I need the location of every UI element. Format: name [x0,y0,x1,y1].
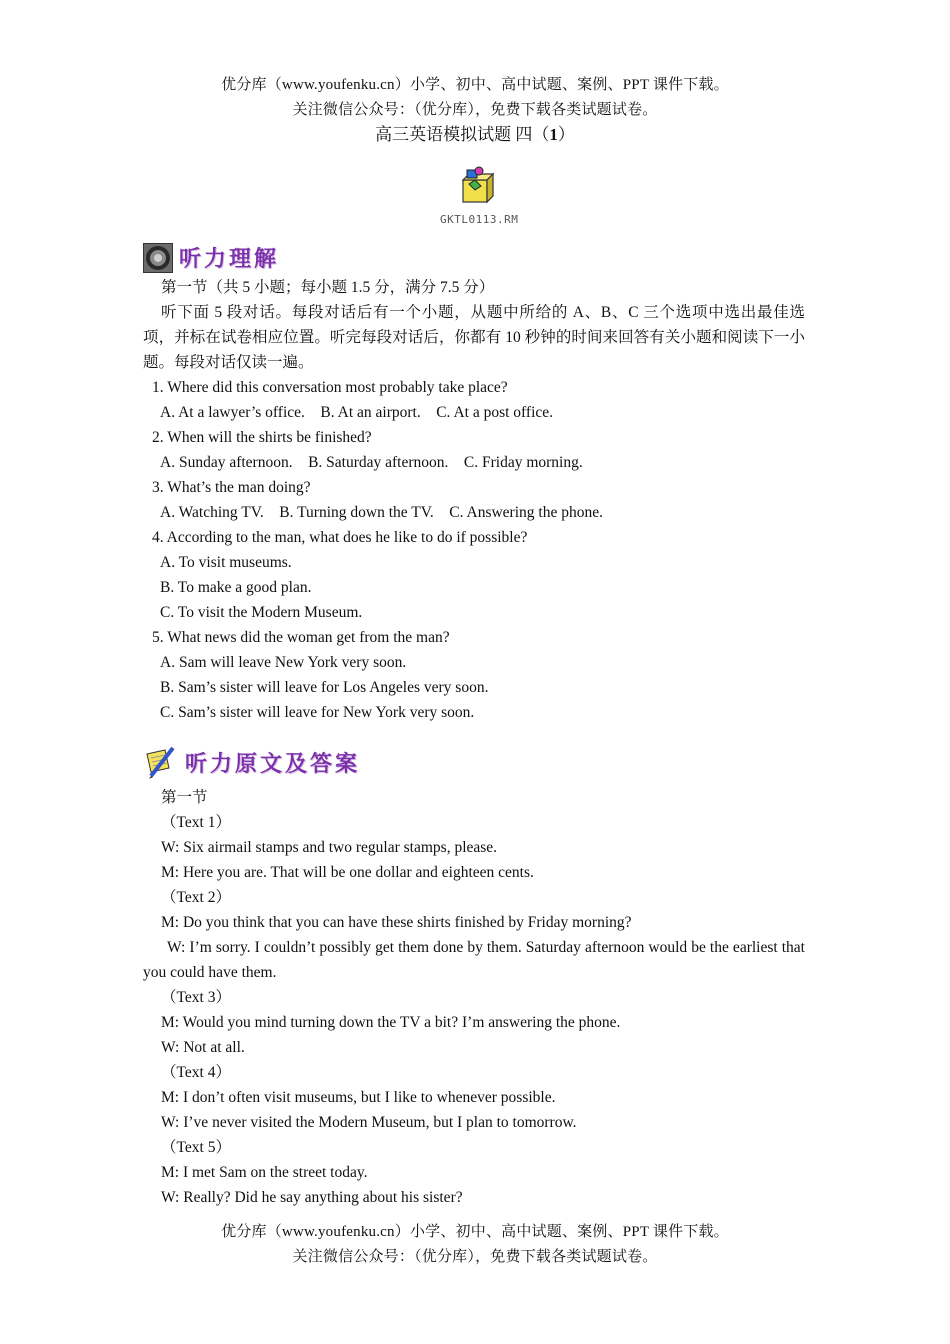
title-close: ） [557,125,575,144]
page-title [0,120,950,145]
transcript-banner [143,744,360,780]
text-4-line-1: M: I don’t often visit museums, but I like to whenever possible. [161,1089,556,1106]
listening-banner [143,242,279,273]
text-3-label: （Text 3） [161,989,231,1006]
question-1-options: A. At a lawyer’s office. B. At an airport. C. At a post office. [160,404,554,421]
question-2-options: A. Sunday afternoon. B. Saturday afternoon. C. Friday morning. [160,454,583,471]
section-2-content [143,785,809,1210]
question-5-option-b: B. Sam’s sister will leave for Los Angeles very soon. [160,679,489,696]
transcript-banner-text: 听力原文及答案 [185,751,361,777]
question-3: 3. What’s the man doing? [152,479,311,496]
text-2-label: （Text 2） [161,889,231,906]
part-label-2: 第一节 [161,789,208,806]
text-4-label: （Text 4） [161,1064,231,1081]
text-5-line-1: M: I met Sam on the street today. [161,1164,368,1181]
question-4: 4. According to the man, what does he like to do if possible? [152,529,528,546]
text-5-line-2: W: Really? Did he say anything about his sister? [161,1189,463,1206]
part-label: 第一节（共 5 小题；每小题 1.5 分，满分 7.5 分） [161,279,495,296]
text-1-label: （Text 1） [161,814,231,831]
question-2: 2. When will the shirts be finished? [152,429,372,446]
header-line-2: 关注微信公众号：（优分库），免费下载各类试题试卷。 [292,102,658,118]
footer-line-2: 关注微信公众号：（优分库），免费下载各类试题试卷。 [292,1249,658,1265]
question-4-option-a: A. To visit museums. [160,554,292,571]
text-3-line-1: M: Would you mind turning down the TV a bit? I’m answering the phone. [161,1014,621,1031]
listening-banner-text: 听力理解 [179,247,280,272]
question-3-options: A. Watching TV. B. Turning down the TV. C. Answering the phone. [160,504,603,521]
question-5: 5. What news did the woman get from the man? [152,629,450,646]
file-caption: GKTL0113.RM [440,213,519,226]
speaker-icon [143,243,173,273]
package-icon [455,166,495,206]
media-file[interactable] [440,166,519,226]
text-5-label: （Text 5） [161,1139,231,1156]
text-2-line-1: M: Do you think that you can have these shirts finished by Friday morning? [161,914,632,931]
question-5-option-a: A. Sam will leave New York very soon. [160,654,407,671]
footer-line-1: 优分库（www.youfenku.cn）小学、初中、高中试题、案例、PPT 课件下载。 [221,1224,729,1240]
question-5-option-c: C. Sam’s sister will leave for New York very soon. [160,704,475,721]
text-4-line-2: W: I’ve never visited the Modern Museum, but I plan to tomorrow. [161,1114,577,1131]
title-number: 1 [549,125,558,144]
pen-notebook-icon [143,744,179,780]
text-1-line-1: W: Six airmail stamps and two regular stamps, please. [161,839,498,856]
section-1-content [143,275,805,725]
question-4-option-c: C. To visit the Modern Museum. [160,604,363,621]
text-3-line-2: W: Not at all. [161,1039,245,1056]
instructions: 听下面 5 段对话。每段对话后有一个小题，从题中所给的 A、B、C 三个选项中选出最佳选项，并标在试卷相应位置。听完每段对话后，你都有 10 秒钟的时间来回答有关小题和阅读下一小题。每段对话仅读一遍。 [143,304,805,371]
title-text: 高三英语模拟试题 四（ [375,125,550,144]
text-1-line-2: M: Here you are. That will be one dollar and eighteen cents. [161,864,534,881]
question-1: 1. Where did this conversation most probably take place? [152,379,508,396]
text-2-line-2: W: I’m sorry. I couldn’t possibly get them done by them. Saturday afternoon would be the earliest that you could have them. [143,939,809,981]
header-line-1: 优分库（www.youfenku.cn）小学、初中、高中试题、案例、PPT 课件下载。 [221,77,729,93]
question-4-option-b: B. To make a good plan. [160,579,312,596]
